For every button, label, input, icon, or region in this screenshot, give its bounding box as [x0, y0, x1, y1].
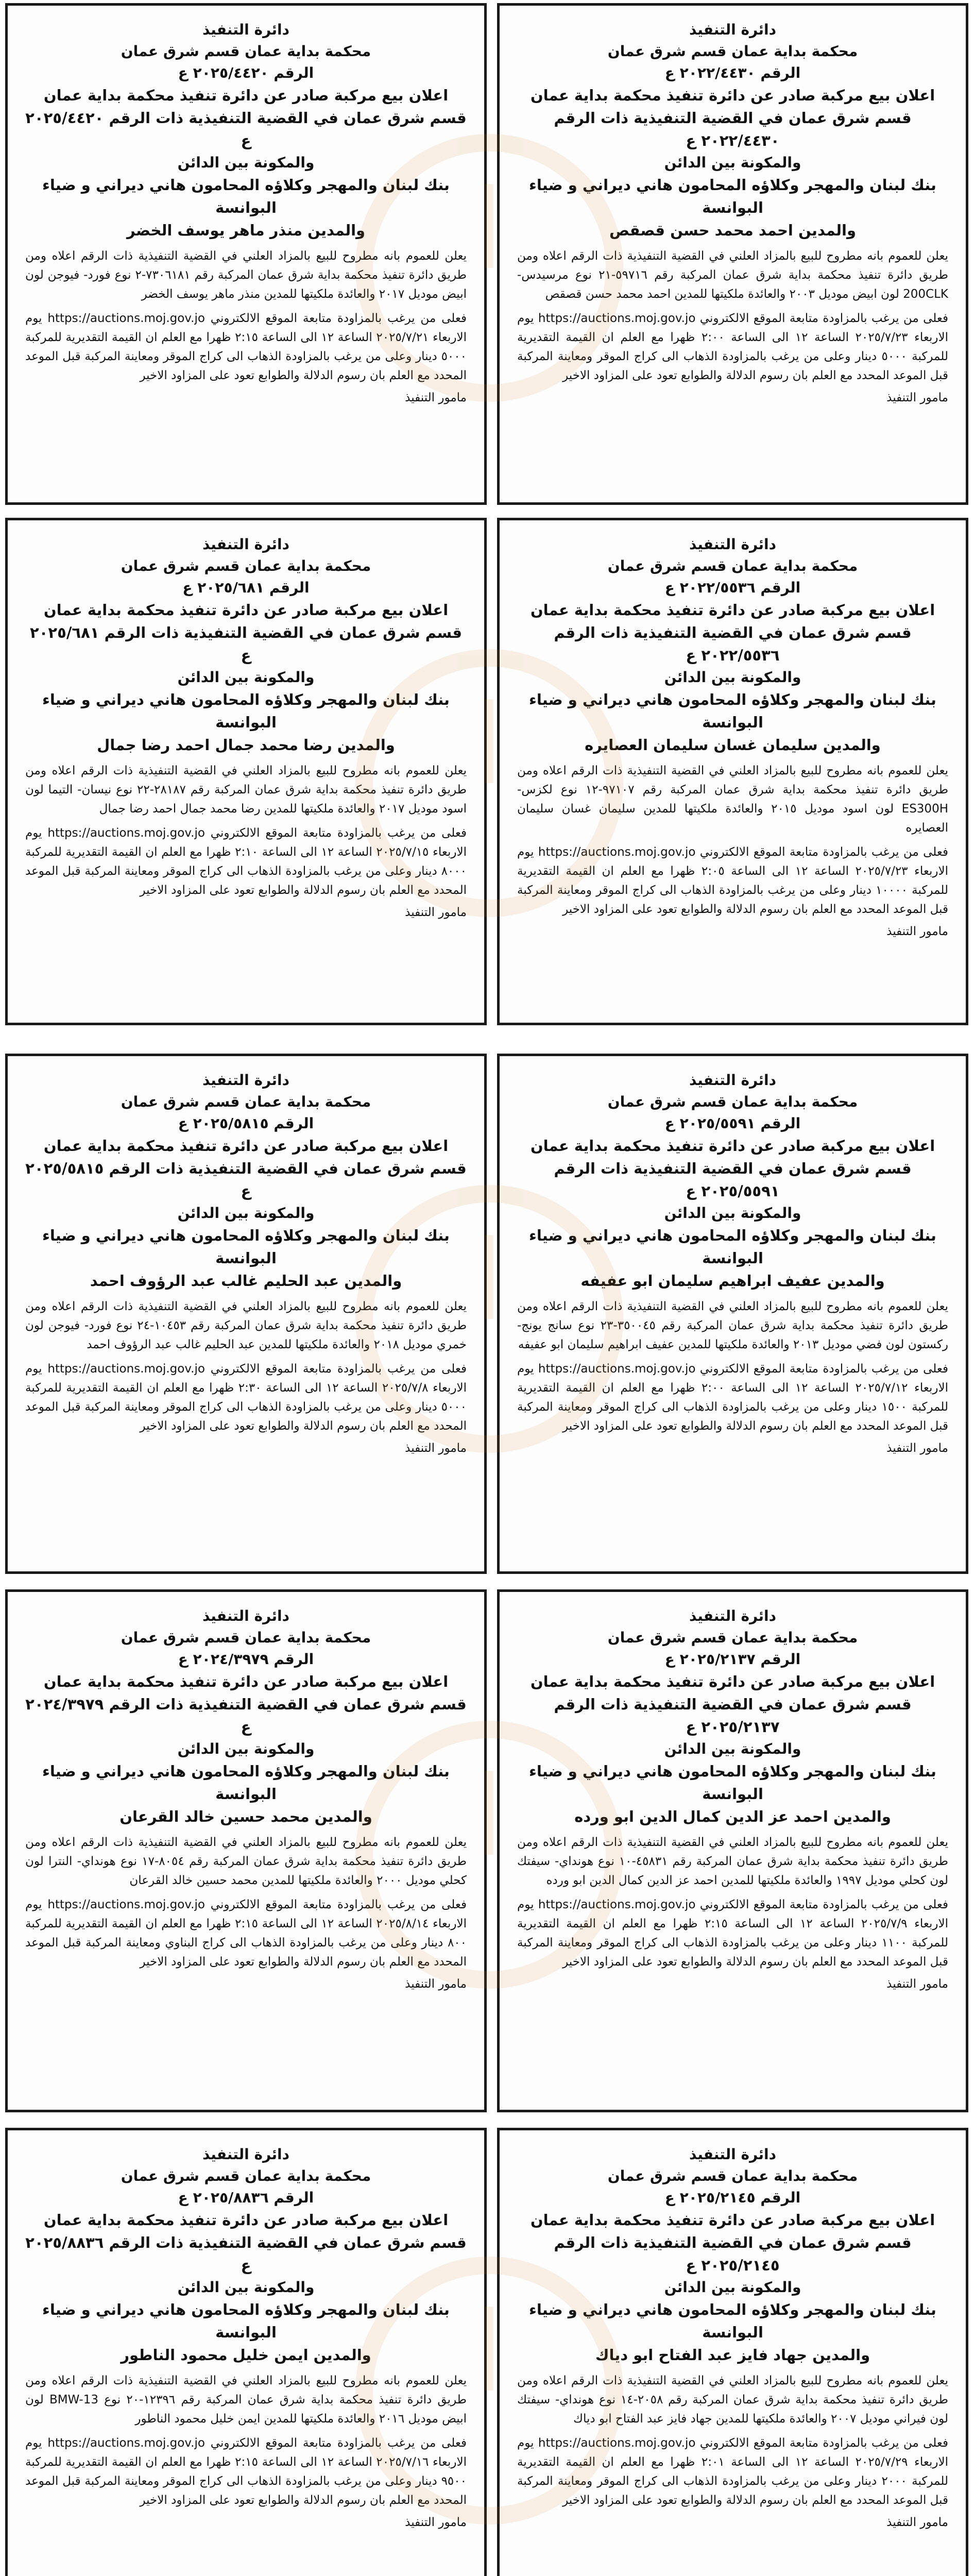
creditor-parties: بنك لبنان والمهجر وكلاؤه المحامون هاني ديراني و ضياء البوانسة [529, 2301, 936, 2341]
auction-details: فعلى من يرغب بالمزاودة متابعة الموقع الالكتروني https://auctions.moj.gov.jo يوم الاربعاء ٢٠٢٥/٧/٢٣ الساعة ١٢ الى الساعة ٢:٠٠ ظهرا مع العلم ان القيمة التقديرية للمركبة ٥٠٠٠ دينار وعلى من يرغب بالمزاودة الذهاب الى كراج الموقر ومعاينة المركبة قبل الموعد المحدد مع العلم بان رسوم الدلالة والطوابع تعود على المزاود الاخير [517, 312, 948, 382]
notice-body: يعلن للعموم بانه مطروح للبيع بالمزاد العلني في القضية التنفيذية ذات الرقم اعلاه ومن طريق دائرة تنفيذ محكمة بداية شرق عمان المركبة رقم ١٠٤٥٣-٢٤ نوع فورد- فيوجن لون خمري موديل ٢٠١٨ والعائدة ملكيتها للمدين عبد الحليم غالب عبد الرؤوف احمد [25, 1300, 467, 1351]
creditor-label: والمكونة بين الدائن [664, 669, 801, 686]
court-heading: محكمة بداية عمان قسم شرق عمان [121, 1093, 371, 1110]
auction-details: فعلى من يرغب بالمزاودة متابعة الموقع الالكتروني https://auctions.moj.gov.jo يوم الاربعاء ٢٠٢٥/٧/١٢ الساعة ١٢ الى الساعة ٢:٠٠ ظهرا مع العلم ان القيمة التقديرية للمركبة ١٥٠٠ دينار وعلى من يرغب بالمزاودة الذهاب الى كراج الموقر ومعاينة المركبة قبل الموعد المحدد مع العلم بان رسوم الدلالة والطوابع تعود على المزاود الاخير [517, 1362, 948, 1433]
notice-title: اعلان بيع مركبة صادر عن دائرة تنفيذ محكمة بداية عمان قسم شرق عمان في القضية التنفيذية ذات الرقم ٢٠٢٢/٥٥٣٦ ع [530, 601, 935, 664]
dept-heading: دائرة التنفيذ [202, 536, 289, 553]
case-number: الرقم ٢٠٢٥/٥٥٩١ ع [664, 1115, 801, 1132]
creditor-label: والمكونة بين الدائن [177, 154, 315, 171]
debtor-name: والمدين رضا محمد جمال احمد رضا جمال [97, 736, 395, 754]
case-number: الرقم ٢٠٢٥/٤٤٢٠ ع [178, 64, 314, 81]
creditor-parties: بنك لبنان والمهجر وكلاؤه المحامون هاني ديراني و ضياء البوانسة [529, 1762, 936, 1803]
notice-title: اعلان بيع مركبة صادر عن دائرة تنفيذ محكمة بداية عمان قسم شرق عمان في القضية التنفيذية ذات الرقم ٢٠٢٢/٤٤٣٠ ع [530, 87, 935, 149]
notice-body: يعلن للعموم بانه مطروح للبيع بالمزاد العلني في القضية التنفيذية ذات الرقم اعلاه ومن طريق دائرة تنفيذ محكمة بداية شرق عمان المركبة رقم ١٢٣٩٦-٢٠ نوع BMW-13 لون ابيض موديل ٢٠١٦ والعائدة ملكيتها للمدين ايمن خليل محمود الناطور [25, 2374, 467, 2426]
creditor-label: والمكونة بين الدائن [177, 2279, 315, 2296]
court-heading: محكمة بداية عمان قسم شرق عمان [121, 557, 371, 574]
debtor-name: والمدين سليمان غسان سليمان العصايره [585, 736, 881, 754]
case-number: الرقم ٢٠٢٥/٦٨١ ع [182, 579, 310, 596]
notice-title: اعلان بيع مركبة صادر عن دائرة تنفيذ محكمة بداية عمان قسم شرق عمان في القضية التنفيذية ذات الرقم ٢٠٢٥/٥٨١٥ ع [25, 1137, 467, 1200]
creditor-label: والمكونة بين الدائن [664, 1205, 801, 1222]
creditor-label: والمكونة بين الدائن [664, 154, 801, 171]
auction-details: فعلى من يرغب بالمزاودة متابعة الموقع الالكتروني https://auctions.moj.gov.jo يوم الاربعاء ٢٠٢٥/٧/٩ الساعة ١٢ الى الساعة ٢:١٥ ظهرا مع العلم ان القيمة التقديرية للمركبة ١١٠٠ دينار وعلى من يرغب بالمزاودة الذهاب الى كراج الموقر ومعاينة المركبة قبل الموعد المحدد مع العلم بان رسوم الدلالة والطوابع تعود على المزاود الاخير [517, 1898, 949, 1969]
dept-heading: دائرة التنفيذ [689, 1072, 776, 1089]
court-heading: محكمة بداية عمان قسم شرق عمان [607, 1093, 858, 1110]
auction-details: فعلى من يرغب بالمزاودة متابعة الموقع الالكتروني https://auctions.moj.gov.jo يوم الاربعاء ٢٠٢٥/٧/١٥ الساعة ١٢ الى الساعة ٢:١٠ ظهرا مع العلم ان القيمة التقديرية للمركبة ٨٠٠٠ دينار وعلى من يرغب بالمزاودة الذهاب الى كراج الموقر ومعاينة المركبة قبل الموعد المحدد مع العلم بان رسوم الدلالة والطوابع تعود على المزاود الاخير [25, 826, 467, 897]
court-heading: محكمة بداية عمان قسم شرق عمان [607, 2167, 858, 2184]
auction-details: فعلى من يرغب بالمزاودة متابعة الموقع الالكتروني https://auctions.moj.gov.jo يوم الاربعاء ٢٠٢٥/٧/٢١ الساعة ١٢ الى الساعة ٢:١٥ ظهرا مع العلم ان القيمة التقديرية للمركبة ٥٠٠٠ دينار وعلى من يرغب بالمزاودة الذهاب الى كراج الموقر ومعاينة المركبة قبل الموعد المحدد مع العلم بان رسوم الدلالة والطوابع تعود على المزاود الاخير [25, 312, 467, 382]
creditor-label: والمكونة بين الدائن [664, 2279, 801, 2296]
notice-body: يعلن للعموم بانه مطروح للبيع بالمزاد العلني في القضية التنفيذية ذات الرقم اعلاه ومن طريق دائرة تنفيذ محكمة بداية شرق عمان المركبة رقم ٧٣٠٦١٨١-٢ نوع فورد- فيوجن لون ابيض موديل ٢٠١٧ والعائدة ملكيتها للمدين منذر ماهر يوسف الخضر [25, 249, 467, 301]
debtor-name: والمدين احمد محمد حسن قصقص [609, 222, 856, 239]
court-heading: محكمة بداية عمان قسم شرق عمان [121, 43, 371, 60]
sale-notice [497, 1054, 968, 1574]
signer: مامور التنفيذ [405, 391, 467, 404]
case-number: الرقم ٢٠٢٥/٥٨١٥ ع [178, 1115, 314, 1132]
sale-notice [497, 518, 968, 1025]
case-number: الرقم ٢٠٢٥/٢١٤٥ ع [664, 2189, 801, 2206]
sale-notice [497, 1589, 968, 2112]
signer: مامور التنفيذ [405, 2516, 467, 2529]
signer: مامور التنفيذ [886, 391, 948, 404]
dept-heading: دائرة التنفيذ [202, 1607, 289, 1624]
court-heading: محكمة بداية عمان قسم شرق عمان [607, 1629, 858, 1646]
notice-title: اعلان بيع مركبة صادر عن دائرة تنفيذ محكمة بداية عمان قسم شرق عمان في القضية التنفيذية ذات الرقم ٢٠٢٥/٥٥٩١ ع [530, 1137, 935, 1200]
debtor-name: والمدين عبد الحليم غالب عبد الرؤوف احمد [90, 1272, 402, 1290]
case-number: الرقم ٢٠٢٢/٥٥٣٦ ع [664, 579, 801, 596]
sale-notice [497, 2128, 968, 2576]
debtor-name: والمدين احمد عز الدين كمال الدين ابو ورده [574, 1808, 891, 1825]
dept-heading: دائرة التنفيذ [202, 1072, 289, 1089]
notice-title: اعلان بيع مركبة صادر عن دائرة تنفيذ محكمة بداية عمان قسم شرق عمان في القضية التنفيذية ذات الرقم ٢٠٢٥/٢١٣٧ ع [530, 1673, 935, 1736]
court-heading: محكمة بداية عمان قسم شرق عمان [607, 43, 858, 60]
signer: مامور التنفيذ [405, 1977, 467, 1991]
signer: مامور التنفيذ [886, 2516, 948, 2529]
dept-heading: دائرة التنفيذ [689, 1607, 776, 1624]
sale-notice [5, 1589, 487, 2112]
notice-body: يعلن للعموم بانه مطروح للبيع بالمزاد العلني في القضية التنفيذية ذات الرقم اعلاه ومن طريق دائرة تنفيذ محكمة بداية شرق عمان المركبة رقم ٩٧١٠٧-١٢ نوع لكزس- ES300H لون اسود موديل ٢٠١٥ والعائدة ملكيتها للمدين سليمان غسان سليمان العصايره [517, 764, 948, 835]
auction-details: فعلى من يرغب بالمزاودة متابعة الموقع الالكتروني https://auctions.moj.gov.jo يوم الاربعاء ٢٠٢٥/٧/٢٩ الساعة ١٢ الى الساعة ٢:٠١ ظهرا مع العلم ان القيمة التقديرية للمركبة ٢٠٠٠ دينار وعلى من يرغب بالمزاودة الذهاب الى كراج الموقر ومعاينة المركبة قبل الموعد المحدد مع العلم بان رسوم الدلالة والطوابع تعود على المزاود الاخير [517, 2436, 948, 2507]
creditor-label: والمكونة بين الدائن [177, 1205, 315, 1222]
notice-body: يعلن للعموم بانه مطروح للبيع بالمزاد العلني في القضية التنفيذية ذات الرقم اعلاه ومن طريق دائرة تنفيذ محكمة بداية شرق عمان المركبة رقم ٢٨١٨٧-٢٢ نوع نيسان- التيما لون اسود موديل ٢٠١٧ والعائدة ملكيتها للمدين رضا محمد جمال احمد رضا جمال [25, 764, 467, 816]
notice-title: اعلان بيع مركبة صادر عن دائرة تنفيذ محكمة بداية عمان قسم شرق عمان في القضية التنفيذية ذات الرقم ٢٠٢٥/٤٤٢٠ ع [25, 87, 467, 149]
creditor-parties: بنك لبنان والمهجر وكلاؤه المحامون هاني ديراني و ضياء البوانسة [42, 1762, 450, 1803]
notice-title: اعلان بيع مركبة صادر عن دائرة تنفيذ محكمة بداية عمان قسم شرق عمان في القضية التنفيذية ذات الرقم ٢٠٢٥/٨٨٣٦ ع [25, 2211, 467, 2274]
signer: مامور التنفيذ [405, 906, 467, 919]
sale-notice [5, 518, 487, 1025]
signer: مامور التنفيذ [886, 1442, 948, 1455]
sale-notice [497, 3, 968, 505]
notice-body: يعلن للعموم بانه مطروح للبيع بالمزاد العلني في القضية التنفيذية ذات الرقم اعلاه ومن طريق دائرة تنفيذ محكمة بداية شرق عمان المركبة رقم ٢٠٥٨-١٤ نوع هونداي- سيفتك لون فيراني موديل ٢٠٠٧ والعائدة ملكيتها للمدين جهاد فايز عبد الفتاح ابو دياك [517, 2374, 948, 2426]
creditor-parties: بنك لبنان والمهجر وكلاؤه المحامون هاني ديراني و ضياء البوانسة [529, 691, 936, 731]
case-number: الرقم ٢٠٢٤/٣٩٧٩ ع [178, 1651, 314, 1668]
sale-notice [5, 3, 487, 505]
creditor-parties: بنك لبنان والمهجر وكلاؤه المحامون هاني ديراني و ضياء البوانسة [42, 2301, 450, 2341]
notice-body: يعلن للعموم بانه مطروح للبيع بالمزاد العلني في القضية التنفيذية ذات الرقم اعلاه ومن طريق دائرة تنفيذ محكمة بداية شرق عمان المركبة رقم ٣٥٠٠٤٥-٢٣ نوع سانج يونج- ركستون لون فضي موديل ٢٠١٣ والعائدة ملكيتها للمدين عفيف ابراهيم سليمان ابو عفيفه [517, 1300, 948, 1351]
signer: مامور التنفيذ [886, 925, 948, 938]
notice-body: يعلن للعموم بانه مطروح للبيع بالمزاد العلني في القضية التنفيذية ذات الرقم اعلاه ومن طريق دائرة تنفيذ محكمة بداية شرق عمان المركبة رقم ٨٠٥٤-١٧ نوع هونداي- النترا لون كحلي موديل ٢٠٠٠ والعائدة ملكيتها للمدين محمد حسين خالد القرعان [25, 1836, 467, 1887]
dept-heading: دائرة التنفيذ [689, 21, 776, 38]
case-number: الرقم ٢٠٢٥/٢١٣٧ ع [664, 1651, 801, 1668]
debtor-name: والمدين عفيف ابراهيم سليمان ابو عفيفه [580, 1272, 885, 1290]
creditor-parties: بنك لبنان والمهجر وكلاؤه المحامون هاني ديراني و ضياء البوانسة [42, 1227, 450, 1267]
debtor-name: والمدين ايمن خليل محمود الناطور [121, 2346, 371, 2364]
court-heading: محكمة بداية عمان قسم شرق عمان [121, 2167, 371, 2184]
case-number: الرقم ٢٠٢٥/٨٨٣٦ ع [178, 2189, 314, 2206]
notice-title: اعلان بيع مركبة صادر عن دائرة تنفيذ محكمة بداية عمان قسم شرق عمان في القضية التنفيذية ذات الرقم ٢٠٢٥/٢١٤٥ ع [530, 2211, 935, 2274]
auction-details: فعلى من يرغب بالمزاودة متابعة الموقع الالكتروني https://auctions.moj.gov.jo يوم الاربعاء ٢٠٢٥/٨/١٤ الساعة ١٢ الى الساعة ٢:١٥ ظهرا مع العلم ان القيمة التقديرية للمركبة ٨٠٠ دينار وعلى من يرغب بالمزاودة الذهاب الى كراج البناوي ومعاينة المركبة قبل الموعد المحدد مع العلم بان رسوم الدلالة والطوابع تعود على المزاود الاخير [25, 1898, 467, 1969]
sale-notice [5, 2128, 487, 2576]
auction-details: فعلى من يرغب بالمزاودة متابعة الموقع الالكتروني https://auctions.moj.gov.jo يوم الاربعاء ٢٠٢٥/٧/١٦ الساعة ١٢ الى الساعة ٢:١٥ ظهرا مع العلم ان القيمة التقديرية للمركبة ٩٥٠٠ دينار وعلى من يرغب بالمزاودة الذهاب الى كراج الموقر ومعاينة المركبة قبل الموعد المحدد مع العلم بان رسوم الدلالة والطوابع تعود على المزاود الاخير [25, 2436, 467, 2507]
dept-heading: دائرة التنفيذ [202, 21, 289, 38]
case-number: الرقم ٢٠٢٢/٤٤٣٠ ع [664, 64, 801, 81]
debtor-name: والمدين منذر ماهر يوسف الخضر [126, 222, 366, 239]
dept-heading: دائرة التنفيذ [689, 2146, 776, 2163]
sale-notice [5, 1054, 487, 1574]
creditor-parties: بنك لبنان والمهجر وكلاؤه المحامون هاني ديراني و ضياء البوانسة [42, 176, 450, 216]
creditor-label: والمكونة بين الدائن [177, 1740, 315, 1757]
creditor-parties: بنك لبنان والمهجر وكلاؤه المحامون هاني ديراني و ضياء البوانسة [529, 1227, 936, 1267]
notice-body: يعلن للعموم بانه مطروح للبيع بالمزاد العلني في القضية التنفيذية ذات الرقم اعلاه ومن طريق دائرة تنفيذ محكمة بداية شرق عمان المركبة رقم ٤٥٨٣١-١٠ نوع هونداي- سيفتك لون كحلي موديل ١٩٩٧ والعائدة ملكيتها للمدين احمد عز الدين كمال الدين ابو ورده [517, 1836, 948, 1887]
auction-details: فعلى من يرغب بالمزاودة متابعة الموقع الالكتروني https://auctions.moj.gov.jo يوم الاربعاء ٢٠٢٥/٧/٢٣ الساعة ١٢ الى الساعة ٢:٠٥ ظهرا مع العلم ان القيمة التقديرية للمركبة ١٠٠٠٠ دينار وعلى من يرغب بالمزاودة الذهاب الى كراج الموقر ومعاينة المركبة قبل الموعد المحدد مع العلم بان رسوم الدلالة والطوابع تعود على المزاود الاخير [517, 845, 948, 916]
debtor-name: والمدين محمد حسين خالد القرعان [119, 1808, 372, 1825]
dept-heading: دائرة التنفيذ [202, 2146, 289, 2163]
notice-title: اعلان بيع مركبة صادر عن دائرة تنفيذ محكمة بداية عمان قسم شرق عمان في القضية التنفيذية ذات الرقم ٢٠٢٥/٦٨١ ع [30, 601, 462, 664]
notice-body: يعلن للعموم بانه مطروح للبيع بالمزاد العلني في القضية التنفيذية ذات الرقم اعلاه ومن طريق دائرة تنفيذ محكمة بداية شرق عمان المركبة رقم ٥٩٧١٦-٢١ نوع مرسيدس- 200CLK لون ابيض موديل ٢٠٠٣ والعائدة ملكيتها للمدين احمد محمد حسن قصقص [517, 249, 948, 301]
creditor-label: والمكونة بين الدائن [177, 669, 315, 686]
auction-details: فعلى من يرغب بالمزاودة متابعة الموقع الالكتروني https://auctions.moj.gov.jo يوم الاربعاء ٢٠٢٥/٧/٨ الساعة ١٢ الى الساعة ٢:٣٠ ظهرا مع العلم ان القيمة التقديرية للمركبة ٥٠٠٠ دينار وعلى من يرغب بالمزاودة الذهاب الى كراج الموقر ومعاينة المركبة قبل الموعد المحدد مع العلم بان رسوم الدلالة والطوابع تعود على المزاود الاخير [25, 1362, 467, 1433]
debtor-name: والمدين جهاد فايز عبد الفتاح ابو دياك [595, 2346, 870, 2364]
creditor-parties: بنك لبنان والمهجر وكلاؤه المحامون هاني ديراني و ضياء البوانسة [42, 691, 450, 731]
notice-title: اعلان بيع مركبة صادر عن دائرة تنفيذ محكمة بداية عمان قسم شرق عمان في القضية التنفيذية ذات الرقم ٢٠٢٤/٣٩٧٩ ع [25, 1673, 467, 1736]
court-heading: محكمة بداية عمان قسم شرق عمان [121, 1629, 371, 1646]
signer: مامور التنفيذ [886, 1977, 948, 1991]
creditor-label: والمكونة بين الدائن [664, 1740, 801, 1757]
dept-heading: دائرة التنفيذ [689, 536, 776, 553]
signer: مامور التنفيذ [405, 1442, 467, 1455]
creditor-parties: بنك لبنان والمهجر وكلاؤه المحامون هاني ديراني و ضياء البوانسة [529, 176, 936, 216]
court-heading: محكمة بداية عمان قسم شرق عمان [607, 557, 858, 574]
